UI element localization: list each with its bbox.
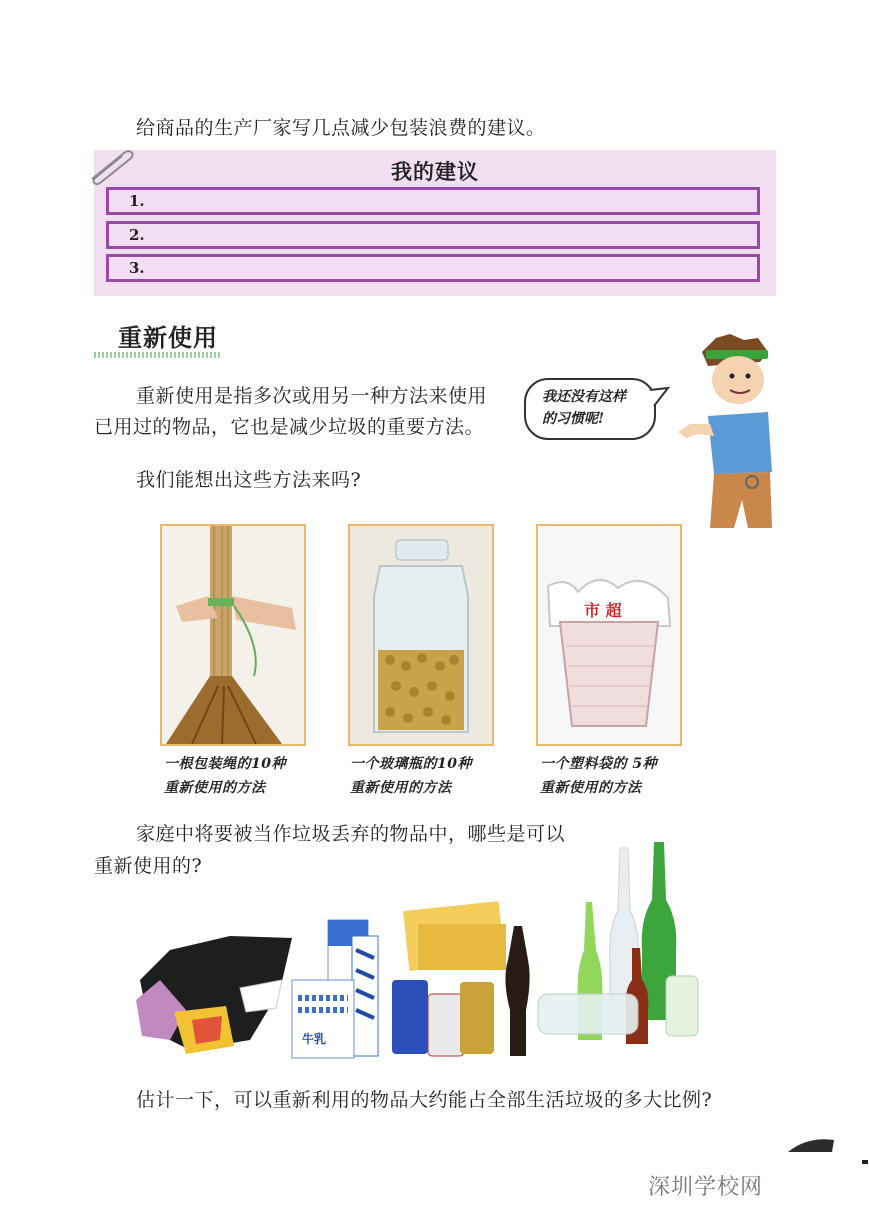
caption-jar-line-2: 重新使用的方法 xyxy=(350,780,452,796)
speech-bubble-tail xyxy=(648,386,670,414)
caption-jar xyxy=(350,752,472,800)
paragraph-line-1: 重新使用是指多次或用另一种方法来使用 xyxy=(136,385,488,407)
jar-illustration xyxy=(350,526,492,744)
plastic-bag-illustration xyxy=(538,526,680,744)
caption-bag-line-2: 重新使用的方法 xyxy=(540,780,642,796)
watermark: 深圳学校网 xyxy=(648,1175,764,1200)
caption-rope xyxy=(164,752,286,800)
caption-rope-line-2: 重新使用的方法 xyxy=(164,780,266,796)
photo-broom xyxy=(160,524,306,746)
intro-text: 给商品的生产厂家写几点减少包装浪费的建议。 xyxy=(136,117,546,139)
suggestion-card xyxy=(94,150,776,296)
caption-bag xyxy=(540,752,657,800)
photo-jar xyxy=(348,524,494,746)
paperclip-icon xyxy=(86,145,136,185)
bag-print: 市 超 xyxy=(584,601,622,620)
household-line-2: 重新使用的? xyxy=(94,855,203,877)
section-title: 重新使用 xyxy=(118,324,218,352)
caption-bag-line-1: 一个塑料袋的 5种 xyxy=(540,756,658,772)
milk-carton-label: 牛乳 xyxy=(302,1032,327,1046)
caption-rope-line-1: 一根包装绳的10种 xyxy=(164,756,286,772)
speech-bubble-line-1: 我还没有这样 xyxy=(542,389,626,405)
corner-mark xyxy=(862,1160,868,1164)
speech-bubble xyxy=(524,378,656,440)
household-items-illustration xyxy=(130,840,710,1070)
question-text: 我们能想出这些方法来吗? xyxy=(136,469,362,491)
broom-illustration xyxy=(162,526,304,744)
caption-jar-line-1: 一个玻璃瓶的10种 xyxy=(350,756,472,772)
suggestion-card-title: 我的建议 xyxy=(391,159,479,184)
suggestion-row-1[interactable]: 1. xyxy=(106,187,760,215)
section-title-underline xyxy=(94,352,220,358)
boy-illustration xyxy=(668,332,778,530)
speech-bubble-line-2: 的习惯呢! xyxy=(542,411,605,427)
paragraph-line-2: 已用过的物品，它也是减少垃圾的重要方法。 xyxy=(94,416,485,438)
suggestion-row-3[interactable]: 3. xyxy=(106,254,760,282)
leaf-decoration xyxy=(788,1138,838,1152)
suggestion-row-2[interactable]: 2. xyxy=(106,221,760,249)
household-line-1: 家庭中将要被当作垃圾丢弃的物品中，哪些是可以 xyxy=(136,823,566,845)
closing-question: 估计一下，可以重新利用的物品大约能占全部生活垃圾的多大比例? xyxy=(136,1089,713,1111)
photo-plastic-bag xyxy=(536,524,682,746)
